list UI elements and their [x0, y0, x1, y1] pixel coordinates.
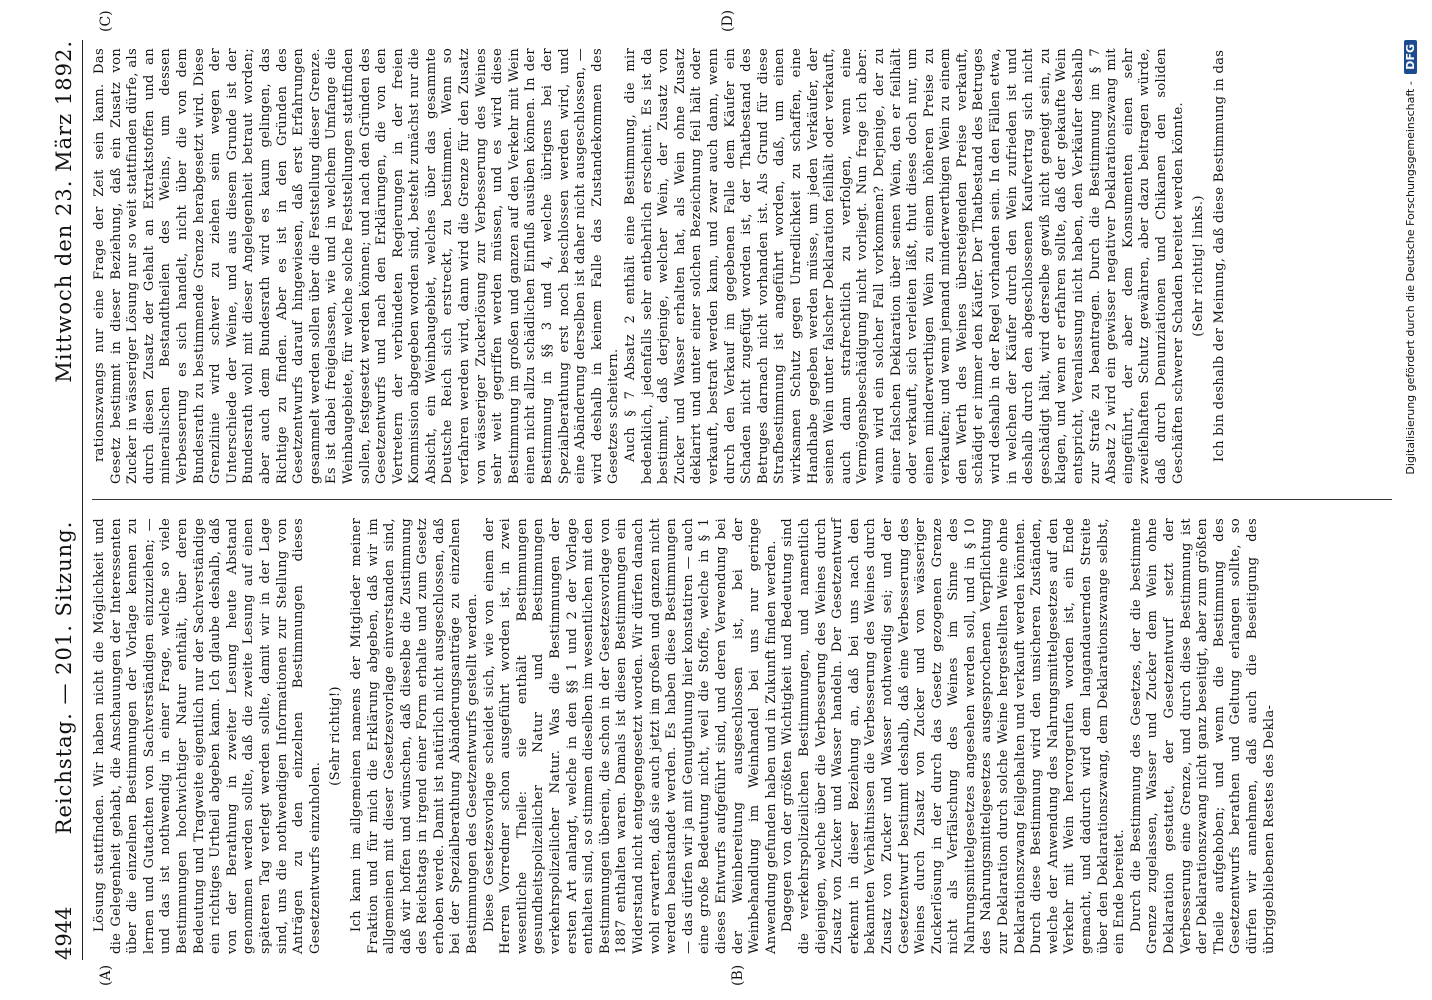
session-date: Mittwoch den 23. März 1892.	[52, 40, 76, 383]
margin-mark-d: (D)	[720, 9, 736, 32]
page-number: 4944	[52, 906, 76, 960]
footer-text: Digitalisierung gefördert durch die Deutsche Forschungsgemeinschaft -	[1404, 81, 1417, 475]
margin-mark-a: (A)	[98, 964, 114, 986]
paragraph: Ich bin deshalb der Meinung, daß diese Bestimmung in das	[1211, 49, 1227, 462]
paragraph: Durch die Bestimmung des Gesetzes, der die bestimmte Grenze zugelassen, Wasser und Zucker dem Wein ohne Deklaration gestattet, der Gesetzentwurf setzt der Verbesserung eine Grenze, und durch diese Bestimmung ist der Deklarationszwang nicht ganz beseitigt, aber zum größten Theile aufgehoben; und wenn die Bestimmung des Gesetzentwurfs berathen und Geltung erlangen sollte, so dürfen wir annehmen, daß auch die Beseitigung des übriggebliebenen Restes des Dekla-	[1128, 518, 1277, 954]
paragraph: Ich kann im allgemeinen namens der Mitglieder meiner Fraktion und für mich die Erklärung abgeben, daß wir im allgemeinen mit dieser Gesetzesvorlage einverstanden sind, daß wir hoffen und wünschen, daß dieselbe die Zustimmung des Reichstags in irgend einer Form erhalte und zum Gesetz erhoben werde. Damit ist natürlich nicht ausgeschlossen, daß bei der Spezialberathung Abänderungsanträge zu einzelnen Bestimmungen des Gesetzentwurfs gestellt werden.	[348, 518, 481, 954]
paragraph: Lösung stattfinden. Wir haben nicht die Möglichkeit und die Gelegenheit gehabt, die Anschauungen der Interessenten über die einzelnen Bestimmungen der Vorlage kennen zu lernen und Gutachten von Sachverständigen einzuziehen; — und das ist nothwendig in einer Frage, welche so viele Bestimmungen hochwichtiger Natur enthält, über deren Bedeutung und Tragweite eigentlich nur der Sachverständige ein richtiges Urtheil abgeben kann. Ich glaube deshalb, daß von der Berathung in zweiter Lesung heute Abstand genommen werden sollte, daß die zweite Lesung auf einen späteren Tag verlegt werden sollte, damit wir in der Lage sind, uns die nothwendigen Informationen zur Stellung von Anträgen zu den einzelnen Bestimmungen dieses Gesetzentwurfs einzuholen.	[92, 518, 323, 954]
paragraph: Auch § 7 Absatz 2 enthält eine Bestimmung, die mir bedenklich, jedenfalls sehr entbehrlich erscheint. Es ist da bestimmt, daß derjenige, welcher Wein, der Zusatz von Zucker und Wasser erhalten hat, als Wein ohne Zusatz deklarirt und unter einer solchen Bezeichnung feil hält oder verkauft, bestraft werden kann, und zwar auch dann, wenn durch den Verkauf im gegebenen Falle dem Käufer ein Schaden nicht zugefügt worden ist, der Thatbestand des Betruges darnach nicht vorhanden ist. Als Grund für diese Strafbestimmung ist angeführt worden, daß, um einen wirksamen Schutz gegen Unredlichkeit zu schaffen, eine Handhabe gegeben werden müsse, um jeden Verkäufer, der seinen Wein unter falscher Deklaration feilhält oder verkauft, auch dann strafrechtlich zu verfolgen, wenn eine Vermögensbeschädigung nicht vorliegt. Nun frage ich aber: wann wird ein solcher Fall vorkommen? Derjenige, der zu einer falschen Deklaration über seinen Wein, den er feilhält oder verkauft, sich verleiten läßt, thut dieses doch nur, um einen minderwerthigen Wein zu einem höheren Preise zu verkaufen; und wenn jemand minderwerthigen Wein zu einem den Werth des Weines übersteigenden Preise verkauft, schädigt er immer den Käufer. Der Thatbestand des Betruges wird deshalb in der Regel vorhanden sein. In den Fällen etwa, in welchen der Käufer durch den Wein zufrieden ist und deshalb durch den abgeschlossenen Kaufvertrag sich nicht geschädigt hält, wird derselbe gewiß nicht geneigt sein, zu klagen, und wenn er erfahren sollte, daß der gekaufte Wein entspricht, Veranlassung nicht haben, den Verkäufer deshalb zur Strafe zu beantragen. Durch die Bestimmung im § 7 Absatz 2 wird ein gewisser negativer Deklarationszwang mit eingeführt, der aber dem Konsumenten einen sehr zweifelhaften Schutz gewähren, aber dazu beitragen würde, daß durch Denunziationen und Chikanen den soliden Geschäften schwerer Schaden bereitet werden könnte.	[623, 48, 1186, 484]
column-divider	[92, 499, 1392, 500]
paragraph: Dagegen von der größten Wichtigkeit und Bedeutung sind die verkehrspolizeilichen Bestimmungen, und namentlich diejenigen, welche über die Verbesserung des Weines durch Zusatz von Zucker und Wasser handeln. Der Gesetzentwurf erkennt in dieser Beziehung an, daß bei uns nach den bekannten Verhältnissen die Verbesserung des Weines durch Zusatz von Zucker und Wasser nothwendig sei; und der Gesetzentwurf bestimmt deshalb, daß eine Verbesserung des Weines durch Zusatz von Zucker und von wässeriger Zuckerlösung in der durch das Gesetz gezogenen Grenze nicht als Verfälschung des Weines im Sinne des Nahrungsmittelgesetzes angesehen werden soll, und in § 10 des Nahrungsmittelgesetzes ausgesprochenen Verpflichtung zur Deklaration durch solche Weine hergestellten Weine ohne Deklarationszwang feilgehalten und verkauft werden könnten. Durch diese Bestimmung wird den unsicheren Zuständen, welche der Anwendung des Nahrungsmittelgesetzes auf den Verkehr mit Wein hervorgerufen worden ist, ein Ende gemacht, und dadurch wird dem langandauernden Streite über den Deklarationszwang, dem Deklarationszwange selbst, ein Ende bereitet.	[780, 518, 1128, 954]
header-rule	[82, 40, 83, 960]
left-column	[92, 518, 1278, 954]
interjection: (Sehr richtig! links.)	[1191, 195, 1207, 337]
margin-mark-b: (B)	[730, 964, 746, 986]
margin-mark-c: (C)	[98, 10, 114, 32]
dfg-logo: DFG	[1404, 40, 1417, 74]
page-header	[50, 40, 78, 960]
paragraph: Diese Gesetzesvorlage scheidet sich, wie von einem der Herren Vorredner schon ausgeführt worden ist, in zwei wesentliche Theile: sie enthält Bestimmungen gesundheitspolizeilicher Natur und Bestimmungen verkehrspolizeilicher Natur. Was die Bestimmungen der ersten Art anlangt, welche in den §§ 1 und 2 der Vorlage enthalten sind, so stimmen dieselben im wesentlichen mit den Bestimmungen überein, die schon in der Gesetzesvorlage von 1887 enthalten waren. Damals ist diesen Bestimmungen ein Widerstand nicht entgegengesetzt worden. Wir dürfen danach wohl erwarten, daß sie auch jetzt im großen und ganzen nicht werden beanstandet werden. Es haben diese Bestimmungen — das dürfen wir ja mit Genugthuung hier konstatiren — auch eine große Bedeutung nicht, weil die Stoffe, welche in § 1 dieses Entwurfs aufgeführt sind, und deren Verwendung bei der Weinbereitung ausgeschlossen ist, bei der Weinbehandlung im Weinhandel bei uns nur geringe Anwendung gefunden haben und in Zukunft finden werden.	[481, 518, 779, 954]
right-column	[92, 48, 1228, 484]
session-title: Reichstag. — 201. Sitzung.	[52, 520, 76, 835]
interjection: (Sehr richtig!)	[328, 686, 344, 786]
digitization-footer	[1404, 40, 1417, 960]
paragraph: rationszwangs nur eine Frage der Zeit sein kann. Das Gesetz bestimmt in dieser Beziehung, daß ein Zusatz von Zucker in wässeriger Lösung nur so weit stattfinden dürfe, als durch diesen Zusatz der Gehalt an Extraktstoffen und an mineralischen Bestandtheilen des Weins, um dessen Verbesserung es sich handelt, nicht über die von dem Bundesrath zu bestimmende Grenze herabgesetzt wird. Diese Grenzlinie wird schwer zu ziehen sein wegen der Unterschiede der Weine, und aus diesem Grunde ist der Bundesrath wohl mit dieser Angelegenheit betraut worden; aber auch dem Bundesrath wird es kaum gelingen, das Richtige zu finden. Aber es ist in den Gründen des Gesetzentwurfs darauf hingewiesen, daß erst Erfahrungen gesammelt werden sollen über die Feststellung dieser Grenze. Es ist dabei freigelassen, wie und in welchem Umfange die Weinbaugebiete, für welche solche Feststellungen stattfinden sollen, festgesetzt werden können; und nach den Gründen des Gesetzentwurfs und nach den Erklärungen, die von den Vertretern der verbündeten Regierungen in der freien Kommission abgegeben worden sind, besteht zunächst nur die Absicht, ein Weinbaugebiet, welches über das gesammte Deutsche Reich sich erstreckt, zu bestimmen. Wenn so verfahren werden wird, dann wird die Grenze für den Zusatz von wässeriger Zuckerlösung zur Verbesserung des Weines sehr weit gegriffen werden müssen, und es wird diese Bestimmung im großen und ganzen auf den Verkehr mit Wein einen nicht allzu schädlichen Einfluß ausüben können. In der Bestimmung in §§ 3 und 4, welche übrigens bei der Spezialberathung erst noch beschlossen werden wird, und eine Abänderung derselben ist daher nicht ausgeschlossen, — wird deshalb in keinem Falle das Zustandekommen des Gesetzes scheitern.	[92, 48, 622, 484]
